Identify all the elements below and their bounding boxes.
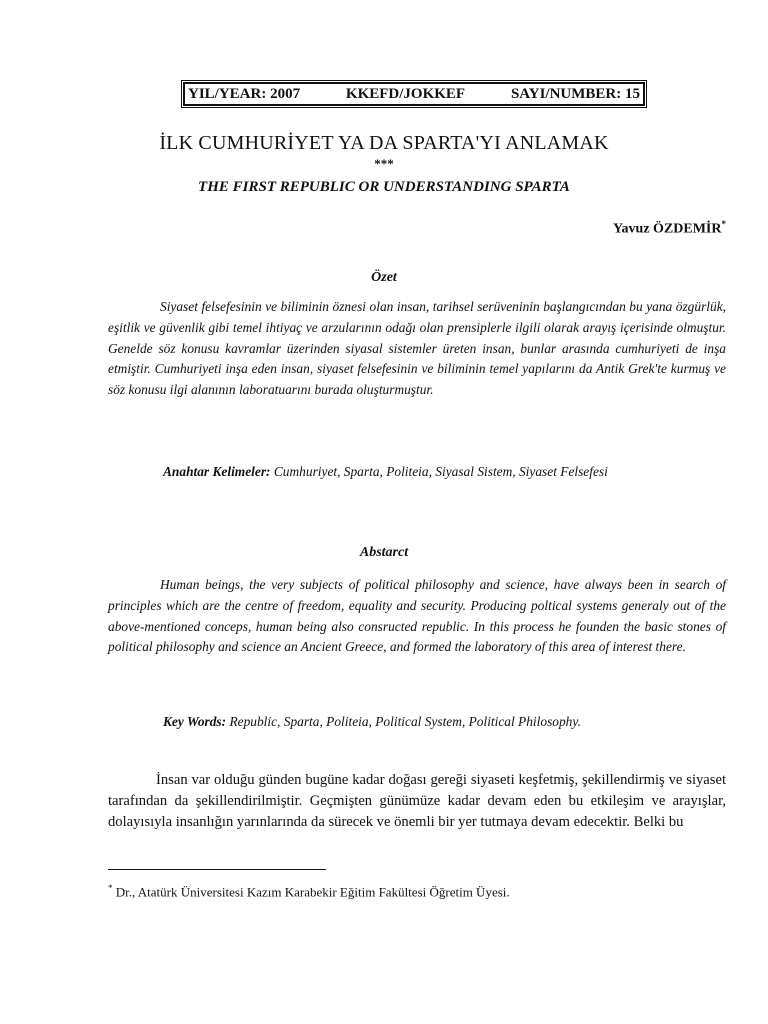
body-paragraph: İnsan var olduğu günden bugüne kadar doğası gereği siyaseti keşfetmiş, şekillendirmiş ve siyaset tarafından da şekillendirilmiştir. Geçmişten günümüze kadar devam eden bu etkileşim ve arayışlar, dolayısıyla insanlığın yarınlarında da sürecek ve önemli bir yer tutmaya devam edecektir. Belki bu <box>108 772 726 831</box>
abstract-keywords-label: Key Words: <box>163 714 227 729</box>
abstract-text: Human beings, the very subjects of political philosophy and science, have always been in search of principles which are the centre of freedom, equality and security. Producing poltical systems generaly out of the above-mentioned conceps, human being also consructed republic. In this process he founden the basic stones of political philosophy and science an Ancient Greece, and formed the laboratory of this area of interest there. <box>108 577 726 655</box>
author-name: Yavuz ÖZDEMİR <box>612 221 722 237</box>
ozet-keywords-list: Cumhuriyet, Sparta, Politeia, Siyasal Sistem, Siyaset Felsefesi <box>273 464 608 479</box>
header-number: SAYI/NUMBER: 15 <box>510 85 640 102</box>
footnote-divider <box>108 869 326 870</box>
abstract-heading: Abstarct <box>359 545 409 560</box>
article-title: İLK CUMHURİYET YA DA SPARTA'YI ANLAMAK <box>159 132 609 154</box>
header-year: YIL/YEAR: 2007 <box>188 85 301 102</box>
article-subtitle: THE FIRST REPUBLIC OR UNDERSTANDING SPARTA <box>198 179 570 195</box>
header-journal: KKEFD/JOKKEF <box>345 85 466 102</box>
author <box>613 219 726 238</box>
ozet-keywords-label: Anahtar Kelimeler: <box>163 464 271 479</box>
ozet-keywords <box>108 461 726 482</box>
title-separator: *** <box>374 156 394 171</box>
abstract-keywords-list: Republic, Sparta, Politeia, Political System, Political Philosophy. <box>229 714 581 729</box>
ozet-text: Siyaset felsefesinin ve biliminin öznesi olan insan, tarihsel serüveninin başlangıcından bu yana özgürlük, eşitlik ve güvenlik gibi temel ihtiyaç ve arzularının odağı olan prensiplerle ilgili olarak arayış içerisinde olmuştur. Genelde söz konusu kavramlar üzerinden siyasal sistemler üreten insan, bunlar arasında cumhuriyeti de inşa etmiştir. Cumhuriyeti inşa eden insan, siyaset felsefesinin ve biliminin temel yapılarını da Antik Grek'te kurmuş ve söz konusu ilgi alanının laboratuarını burada oluşturmuştur. <box>108 299 726 398</box>
footnote-text: Dr., Atatürk Üniversitesi Kazım Karabekir Eğitim Fakültesi Öğretim Üyesi. <box>115 884 510 900</box>
abstract-keywords <box>108 711 726 732</box>
ozet-heading: Özet <box>371 270 397 285</box>
journal-header <box>183 82 645 106</box>
footnote <box>108 883 510 900</box>
footnote-mark: * <box>108 883 113 893</box>
author-footnote-mark: * <box>721 219 726 229</box>
